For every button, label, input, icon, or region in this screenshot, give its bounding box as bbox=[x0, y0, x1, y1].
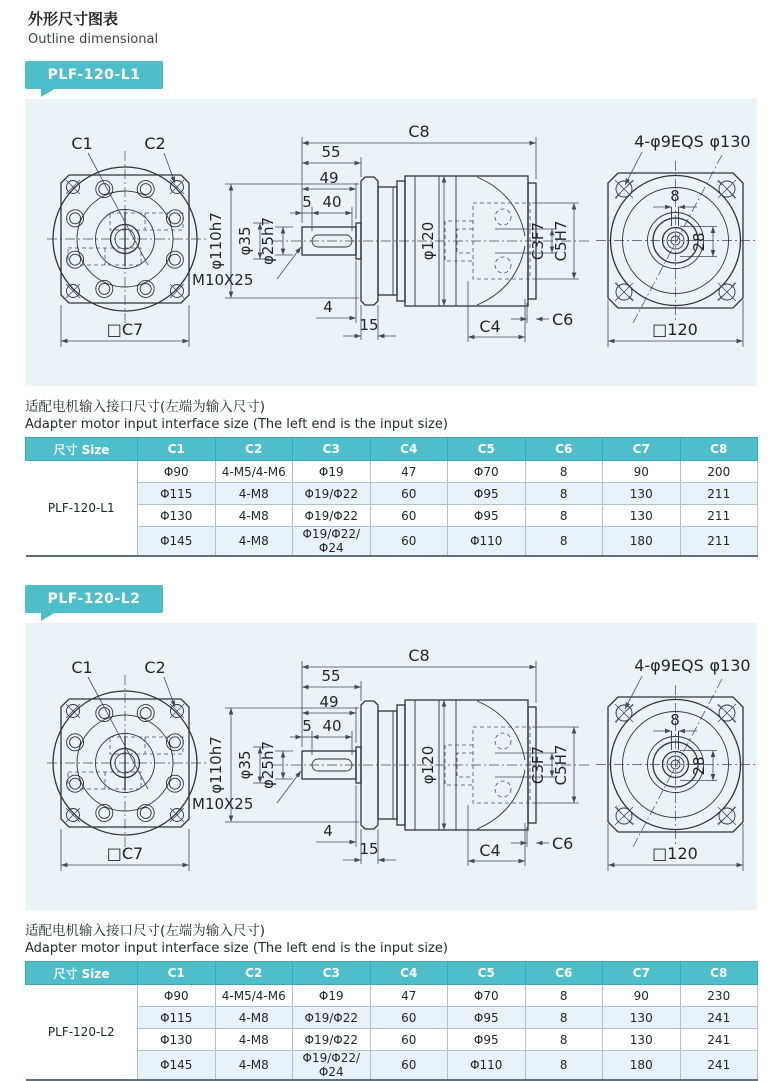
table-cell: 8 bbox=[525, 483, 603, 505]
dim-28: 28 bbox=[690, 232, 708, 252]
dim-c4: C4 bbox=[479, 317, 501, 336]
table-cell: 4-M5/4-M6 bbox=[215, 985, 293, 1007]
dim-phi120: φ120 bbox=[419, 221, 437, 261]
column-header: C2 bbox=[215, 962, 293, 985]
table-cell: Φ70 bbox=[448, 461, 526, 483]
rear-view bbox=[596, 656, 755, 871]
table-cell: 4-M8 bbox=[215, 483, 293, 505]
front-view bbox=[47, 658, 207, 871]
side-view bbox=[192, 122, 591, 342]
table-cell: 130 bbox=[603, 1007, 681, 1029]
caption-en-l2: Adapter motor input interface size (The left end is the input size) bbox=[25, 941, 448, 956]
column-header: C3 bbox=[293, 438, 371, 461]
badge-tail bbox=[41, 612, 56, 621]
table-cell: 60 bbox=[370, 527, 448, 557]
column-header: 尺寸 Size bbox=[26, 962, 138, 985]
dim-phi110h7: φ110h7 bbox=[207, 736, 225, 794]
dim-m10x25: M10X25 bbox=[192, 795, 254, 813]
row-label: PLF-120-L2 bbox=[26, 985, 138, 1081]
rear-view bbox=[596, 132, 755, 347]
table-row bbox=[26, 985, 758, 1007]
outline-drawing-svg bbox=[25, 99, 757, 386]
table-cell: 130 bbox=[603, 1029, 681, 1051]
table-cell: Φ115 bbox=[138, 1007, 216, 1029]
dim-c8: C8 bbox=[408, 122, 430, 141]
table-cell: Φ90 bbox=[138, 985, 216, 1007]
model-badge-label: PLF-120-L1 bbox=[47, 67, 141, 83]
column-header: C4 bbox=[370, 962, 448, 985]
table-cell: 60 bbox=[370, 483, 448, 505]
dim-sq120: □120 bbox=[652, 320, 698, 339]
dim-4-phi9eqs: 4-φ9EQS bbox=[634, 132, 704, 151]
table-cell: Φ95 bbox=[448, 1007, 526, 1029]
column-header: C1 bbox=[138, 438, 216, 461]
table-cell: 180 bbox=[603, 527, 681, 557]
section-plf-120-l2 bbox=[25, 585, 773, 1081]
dim-sq120: □120 bbox=[652, 844, 698, 863]
badge-tail bbox=[41, 88, 56, 97]
dimension-table-l2 bbox=[25, 961, 758, 1081]
column-header: C6 bbox=[525, 438, 603, 461]
table-cell: 8 bbox=[525, 461, 603, 483]
dim-c1: C1 bbox=[71, 134, 93, 153]
table-cell: 8 bbox=[525, 985, 603, 1007]
column-header: C5 bbox=[448, 438, 526, 461]
table-cell: Φ19/Φ22/Φ24 bbox=[293, 527, 371, 557]
dim-c5h7: C5H7 bbox=[552, 744, 570, 786]
model-badge-l2 bbox=[25, 585, 163, 613]
table-cell: Φ70 bbox=[448, 985, 526, 1007]
dim-c3f7: C3F7 bbox=[529, 221, 547, 261]
table-cell: 90 bbox=[603, 461, 681, 483]
table-cell: 60 bbox=[370, 1029, 448, 1051]
table-cell: 230 bbox=[680, 985, 758, 1007]
table-cell: Φ110 bbox=[448, 527, 526, 557]
column-header: C4 bbox=[370, 438, 448, 461]
dim-49: 49 bbox=[319, 169, 339, 187]
table-cell: 60 bbox=[370, 1051, 448, 1081]
table-cell: Φ19/Φ22 bbox=[293, 505, 371, 527]
dim-phi35: φ35 bbox=[236, 750, 254, 780]
column-header: C7 bbox=[603, 438, 681, 461]
table-cell: 4-M8 bbox=[215, 1029, 293, 1051]
column-header: C2 bbox=[215, 438, 293, 461]
dim-c6: C6 bbox=[552, 834, 574, 853]
dim-c3f7: C3F7 bbox=[529, 745, 547, 785]
table-cell: 4-M8 bbox=[215, 527, 293, 557]
table-cell: 200 bbox=[680, 461, 758, 483]
page-subtitle: Outline dimensional bbox=[28, 32, 159, 47]
dim-4: 4 bbox=[323, 822, 333, 840]
table-cell: 8 bbox=[525, 1029, 603, 1051]
table-cell: 8 bbox=[525, 1051, 603, 1081]
row-label: PLF-120-L1 bbox=[26, 461, 138, 557]
column-header: C5 bbox=[448, 962, 526, 985]
model-badge-label: PLF-120-L2 bbox=[47, 591, 141, 607]
table-cell: Φ19/Φ22 bbox=[293, 483, 371, 505]
dim-c2: C2 bbox=[144, 134, 166, 153]
table-cell: 4-M8 bbox=[215, 505, 293, 527]
model-badge-l1 bbox=[25, 61, 163, 89]
table-cell: 4-M8 bbox=[215, 1051, 293, 1081]
dim-phi35: φ35 bbox=[236, 226, 254, 256]
dimension-table-l1 bbox=[25, 437, 758, 557]
dim-15: 15 bbox=[359, 840, 379, 858]
outline-drawing-l2 bbox=[25, 623, 757, 910]
table-cell: 4-M5/4-M6 bbox=[215, 461, 293, 483]
table-cell: 211 bbox=[680, 505, 758, 527]
table-cell: Φ115 bbox=[138, 483, 216, 505]
table-cell: 60 bbox=[370, 1007, 448, 1029]
dim-c2: C2 bbox=[144, 658, 166, 677]
dim-40: 40 bbox=[322, 193, 342, 211]
dim-c4: C4 bbox=[479, 841, 501, 860]
column-header: C1 bbox=[138, 962, 216, 985]
table-cell: 241 bbox=[680, 1051, 758, 1081]
table-cell: Φ130 bbox=[138, 1029, 216, 1051]
dim-m10x25: M10X25 bbox=[192, 271, 254, 289]
dim-c5h7: C5H7 bbox=[552, 220, 570, 262]
column-header: 尺寸 Size bbox=[26, 438, 138, 461]
section-plf-120-l1 bbox=[25, 61, 773, 557]
table-cell: Φ19 bbox=[293, 985, 371, 1007]
table-cell: Φ145 bbox=[138, 1051, 216, 1081]
table-cell: 180 bbox=[603, 1051, 681, 1081]
table-cell: 8 bbox=[525, 505, 603, 527]
table-cell: Φ95 bbox=[448, 483, 526, 505]
caption-zh-l1: 适配电机输入接口尺寸(左端为输入尺寸) bbox=[25, 399, 266, 415]
table-cell: 241 bbox=[680, 1007, 758, 1029]
dim-c6: C6 bbox=[552, 310, 574, 329]
dim-c1: C1 bbox=[71, 658, 93, 677]
table-cell: 211 bbox=[680, 483, 758, 505]
table-cell: 4-M8 bbox=[215, 1007, 293, 1029]
table-cell: Φ95 bbox=[448, 505, 526, 527]
table-cell: Φ19/Φ22 bbox=[293, 1029, 371, 1051]
table-row bbox=[26, 461, 758, 483]
dim-55: 55 bbox=[321, 667, 341, 685]
table-cell: Φ95 bbox=[448, 1029, 526, 1051]
table-cell: 130 bbox=[603, 505, 681, 527]
dim-40: 40 bbox=[322, 717, 342, 735]
dim-c7: □C7 bbox=[106, 320, 144, 339]
table-cell: Φ19 bbox=[293, 461, 371, 483]
column-header: C8 bbox=[680, 962, 758, 985]
front-view bbox=[47, 134, 207, 347]
table-cell: 241 bbox=[680, 1029, 758, 1051]
table-cell: Φ90 bbox=[138, 461, 216, 483]
dim-phi130: φ130 bbox=[709, 656, 751, 675]
outline-drawing-l1 bbox=[25, 99, 757, 386]
dim-5: 5 bbox=[302, 717, 312, 735]
column-header: C8 bbox=[680, 438, 758, 461]
dim-phi110h7: φ110h7 bbox=[207, 212, 225, 270]
dim-c8: C8 bbox=[408, 646, 430, 665]
dim-8: 8 bbox=[670, 187, 680, 205]
table-cell: Φ145 bbox=[138, 527, 216, 557]
dim-55: 55 bbox=[321, 143, 341, 161]
table-cell: Φ130 bbox=[138, 505, 216, 527]
table-cell: Φ110 bbox=[448, 1051, 526, 1081]
table-cell: 90 bbox=[603, 985, 681, 1007]
table-cell: 8 bbox=[525, 1007, 603, 1029]
side-view bbox=[192, 646, 591, 866]
dim-28: 28 bbox=[690, 756, 708, 776]
dim-4: 4 bbox=[323, 298, 333, 316]
table-cell: 47 bbox=[370, 985, 448, 1007]
dim-49: 49 bbox=[319, 693, 339, 711]
dim-phi25h7: φ25h7 bbox=[259, 216, 277, 266]
dim-4-phi9eqs: 4-φ9EQS bbox=[634, 656, 704, 675]
table-cell: 60 bbox=[370, 505, 448, 527]
column-header: C7 bbox=[603, 962, 681, 985]
dim-c7: □C7 bbox=[106, 844, 144, 863]
column-header: C6 bbox=[525, 962, 603, 985]
dim-5: 5 bbox=[302, 193, 312, 211]
dim-phi120: φ120 bbox=[419, 745, 437, 785]
table-cell: 211 bbox=[680, 527, 758, 557]
table-cell: 8 bbox=[525, 527, 603, 557]
caption-en-l1: Adapter motor input interface size (The left end is the input size) bbox=[25, 417, 448, 432]
caption-zh-l2: 适配电机输入接口尺寸(左端为输入尺寸) bbox=[25, 923, 266, 939]
page-title: 外形尺寸图表 bbox=[28, 10, 119, 28]
table-cell: 130 bbox=[603, 483, 681, 505]
dim-8: 8 bbox=[670, 711, 680, 729]
table-cell: Φ19/Φ22/Φ24 bbox=[293, 1051, 371, 1081]
outline-drawing-svg bbox=[25, 623, 757, 910]
column-header: C3 bbox=[293, 962, 371, 985]
table-cell: Φ19/Φ22 bbox=[293, 1007, 371, 1029]
table-cell: 47 bbox=[370, 461, 448, 483]
dim-phi25h7: φ25h7 bbox=[259, 740, 277, 790]
dim-phi130: φ130 bbox=[709, 132, 751, 151]
dim-15: 15 bbox=[359, 316, 379, 334]
